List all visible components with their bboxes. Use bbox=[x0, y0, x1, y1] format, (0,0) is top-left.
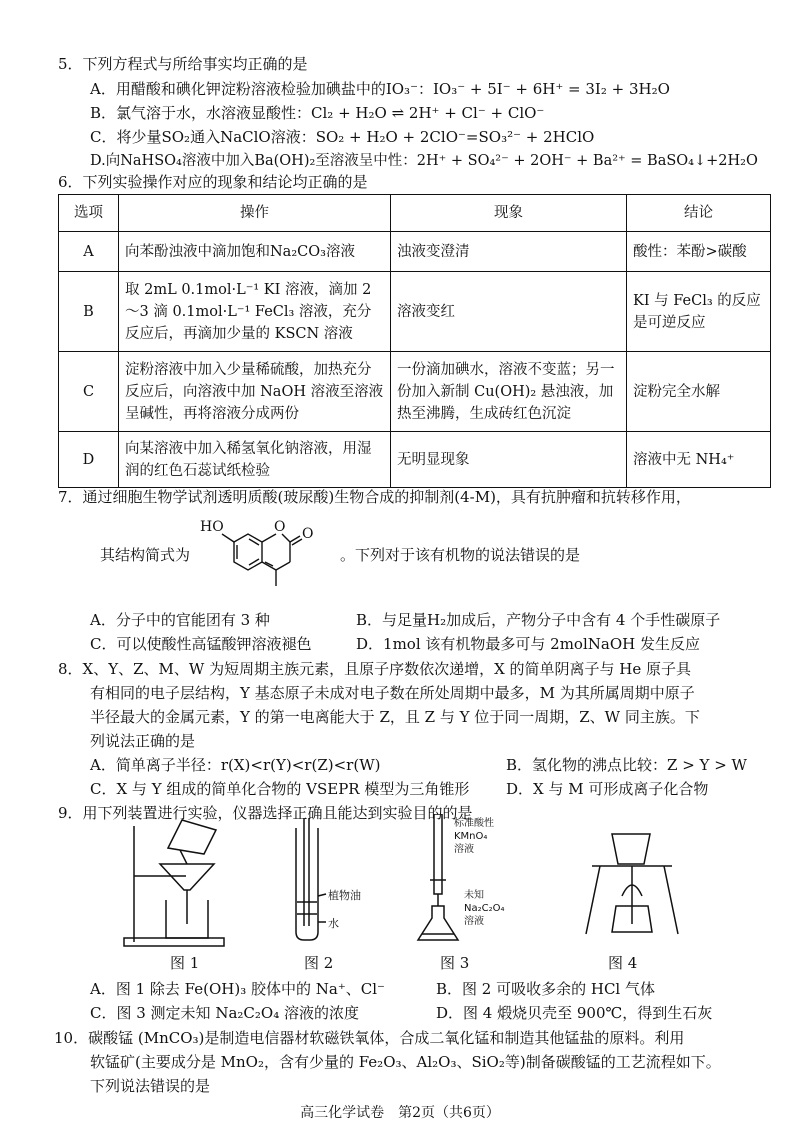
q7-option-b: B．与足量H₂加成后，产物分子中含有 4 个手性碳原子 bbox=[356, 611, 721, 629]
q7-option-c: C．可以使酸性高锰酸钾溶液褪色 bbox=[90, 635, 312, 653]
q10-line-1: 10．碳酸锰 (MnCO₃)是制造电信器材软磁铁氧体，合成二氧化锰和制造其他锰盐的原料。利用 bbox=[54, 1029, 685, 1047]
header-operation: 操作 bbox=[119, 195, 391, 232]
water-label: 水 bbox=[328, 917, 339, 930]
q8-line-4: 列说法正确的是 bbox=[90, 732, 196, 750]
q8-option-b: B．氢化物的沸点比较：Z > Y > W bbox=[506, 756, 747, 774]
figure-3-titration-apparatus bbox=[414, 814, 534, 950]
row-conclusion: 酸性：苯酚>碳酸 bbox=[627, 232, 771, 272]
table-row bbox=[59, 432, 771, 488]
coumarin-structure-diagram bbox=[196, 512, 336, 594]
row-conclusion: 淀粉完全水解 bbox=[627, 352, 771, 432]
row-option: C bbox=[59, 352, 119, 432]
oxalate-label-line1: 未知 bbox=[464, 890, 484, 901]
page-footer: 高三化学试卷 第2页（共6页） bbox=[300, 1105, 500, 1121]
q5-stem: 5．下列方程式与所给事实均正确的是 bbox=[58, 55, 308, 73]
oil-label: 植物油 bbox=[328, 889, 361, 902]
q10-line-2: 软锰矿(主要成分是 MnO₂，含有少量的 Fe₂O₃、Al₂O₃、SiO₂等)制备碳酸锰的工艺流程如下。 bbox=[90, 1053, 721, 1071]
row-option: D bbox=[59, 432, 119, 488]
q8-option-c: C．X 与 Y 组成的简单化合物的 VSEPR 模型为三角锥形 bbox=[90, 780, 470, 798]
q7-structure-prefix: 其结构简式为 bbox=[100, 546, 191, 564]
row-operation: 取 2mL 0.1mol·L⁻¹ KI 溶液，滴加 2～3 滴 0.1mol·L⁻¹ FeCl₃ 溶液，充分反应后，再滴加少量的 KSCN 溶液 bbox=[119, 272, 391, 352]
q7-structure-suffix: 。下列对于该有机物的说法错误的是 bbox=[340, 546, 581, 564]
kmno4-label-line3: 溶液 bbox=[454, 844, 474, 855]
q9-option-b: B．图 2 可吸收多余的 HCl 气体 bbox=[436, 980, 655, 998]
figure-1-caption: 图 1 bbox=[170, 954, 200, 972]
q7-option-d: D．1mol 该有机物最多可与 2molNaOH 发生反应 bbox=[356, 635, 700, 653]
table-header-row bbox=[59, 195, 771, 232]
q8-option-d: D．X 与 M 可形成离子化合物 bbox=[506, 780, 709, 798]
row-phenomenon: 浊液变澄清 bbox=[391, 232, 627, 272]
q6-table bbox=[58, 194, 771, 488]
row-phenomenon: 一份滴加碘水，溶液不变蓝；另一份加入新制 Cu(OH)₂ 悬浊液，加热至沸腾，生成砖红色沉淀 bbox=[391, 352, 627, 432]
row-option: B bbox=[59, 272, 119, 352]
figure-3-caption: 图 3 bbox=[440, 954, 470, 972]
q5-option-a: A．用醋酸和碘化钾淀粉溶液检验加碘盐中的IO₃⁻：IO₃⁻ + 5I⁻ + 6H⁺ = 3I₂ + 3H₂O bbox=[90, 80, 670, 98]
q9-stem: 9．用下列装置进行实验，仪器选择正确且能达到实验目的的是 bbox=[58, 804, 473, 822]
header-conclusion: 结论 bbox=[627, 195, 771, 232]
figure-4-crucible-heating bbox=[572, 814, 692, 950]
row-phenomenon: 溶液变红 bbox=[391, 272, 627, 352]
q5-option-c: C．将少量SO₂通入NaClO溶液：SO₂ + H₂O + 2ClO⁻=SO₃²⁻ + 2HClO bbox=[90, 128, 595, 146]
q10-line-3: 下列说法错误的是 bbox=[90, 1077, 211, 1095]
carbonyl-oxygen-label: O bbox=[302, 526, 314, 542]
table-row bbox=[59, 272, 771, 352]
row-conclusion: KI 与 FeCl₃ 的反应是可逆反应 bbox=[627, 272, 771, 352]
q7-option-a: A．分子中的官能团有 3 种 bbox=[90, 611, 270, 629]
ho-label: HO bbox=[200, 519, 224, 535]
ring-oxygen-label: O bbox=[274, 519, 286, 535]
kmno4-label-line1: 标准酸性 bbox=[454, 818, 494, 829]
q5-option-b: B．氯气溶于水，水溶液显酸性：Cl₂ + H₂O ⇌ 2H⁺ + Cl⁻ + ClO⁻ bbox=[90, 104, 545, 122]
row-conclusion: 溶液中无 NH₄⁺ bbox=[627, 432, 771, 488]
q8-line-3: 半径最大的金属元素，Y 的第一电离能大于 Z，且 Z 与 Y 位于同一周期，Z、W 同主族。下 bbox=[90, 708, 700, 726]
q6-stem: 6．下列实验操作对应的现象和结论均正确的是 bbox=[58, 173, 368, 191]
header-option: 选项 bbox=[59, 195, 119, 232]
q5-option-d: D.向NaHSO₄溶液中加入Ba(OH)₂至溶液呈中性：2H⁺ + SO₄²⁻ + 2OH⁻ + Ba²⁺ = BaSO₄↓+2H₂O bbox=[90, 153, 758, 169]
figure-2-gas-absorption-tube bbox=[268, 814, 378, 950]
figure-4-caption: 图 4 bbox=[608, 954, 638, 972]
oxalate-label-line3: 溶液 bbox=[464, 916, 484, 927]
row-operation: 淀粉溶液中加入少量稀硫酸，加热充分反应后，向溶液中加 NaOH 溶液至溶液呈碱性，再将溶液分成两份 bbox=[119, 352, 391, 432]
figure-1-filtration-apparatus bbox=[120, 814, 250, 950]
table-row bbox=[59, 232, 771, 272]
q9-option-a: A．图 1 除去 Fe(OH)₃ 胶体中的 Na⁺、Cl⁻ bbox=[90, 980, 385, 998]
row-operation: 向苯酚浊液中滴加饱和Na₂CO₃溶液 bbox=[119, 232, 391, 272]
row-option: A bbox=[59, 232, 119, 272]
kmno4-label-line2: KMnO₄ bbox=[454, 831, 488, 842]
row-operation: 向某溶液中加入稀氢氧化钠溶液，用湿润的红色石蕊试纸检验 bbox=[119, 432, 391, 488]
q8-line-2: 有相同的电子层结构，Y 基态原子未成对电子数在所处周期中最多，M 为其所属周期中原子 bbox=[90, 684, 695, 702]
header-phenomenon: 现象 bbox=[391, 195, 627, 232]
q8-line-1: 8．X、Y、Z、M、W 为短周期主族元素，且原子序数依次递增，X 的简单阴离子与 He 原子具 bbox=[58, 660, 692, 678]
q7-stem: 7．通过细胞生物学试剂透明质酸(玻尿酸)生物合成的抑制剂(4-M)，具有抗肿瘤和抗转移作用， bbox=[58, 488, 691, 506]
q8-option-a: A．简单离子半径：r(X)<r(Y)<r(Z)<r(W) bbox=[90, 756, 381, 774]
q9-option-c: C．图 3 测定未知 Na₂C₂O₄ 溶液的浓度 bbox=[90, 1004, 359, 1022]
q9-option-d: D．图 4 煅烧贝壳至 900℃，得到生石灰 bbox=[436, 1004, 713, 1022]
oxalate-label-line2: Na₂C₂O₄ bbox=[464, 903, 505, 914]
table-row bbox=[59, 352, 771, 432]
figure-2-caption: 图 2 bbox=[304, 954, 334, 972]
row-phenomenon: 无明显现象 bbox=[391, 432, 627, 488]
